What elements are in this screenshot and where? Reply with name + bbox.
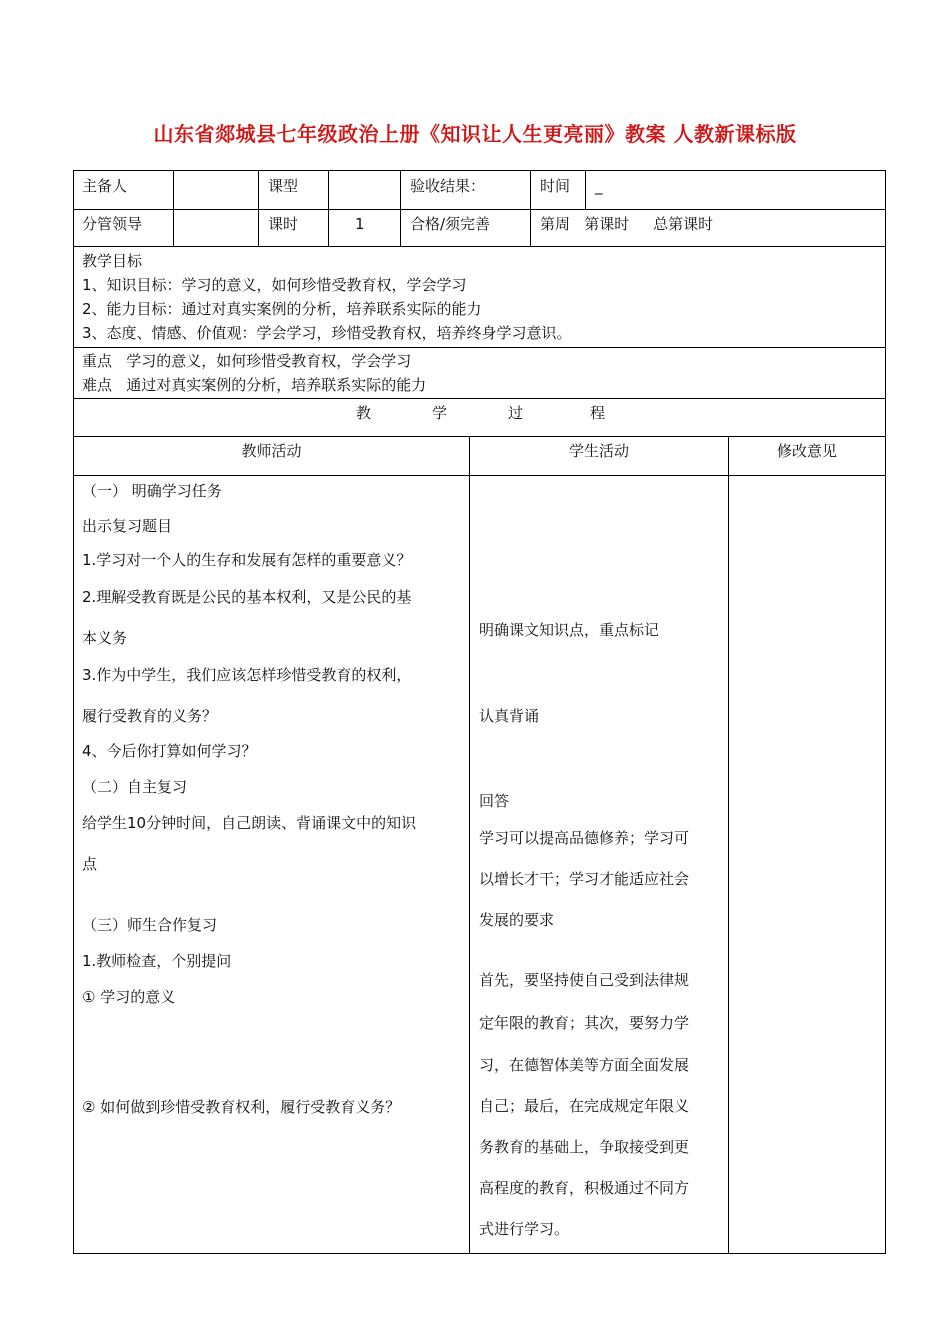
nandian-text: 难点 通过对真实案例的分析，培养联系实际的能力	[82, 376, 427, 394]
process-title-char: 学	[432, 404, 448, 422]
zhubei-label: 主备人	[82, 177, 128, 195]
teacher-line: ① 学习的意义	[82, 988, 176, 1006]
teacher-line: 1.学习对一个人的生存和发展有怎样的重要意义？	[82, 551, 412, 569]
teacher-column-header: 教师活动	[241, 442, 302, 460]
student-line: 首先，要坚持使自己受到法律规	[479, 971, 690, 989]
document-title: 山东省郯城县七年级政治上册《知识让人生更亮丽》教案 人教新课标版	[153, 122, 797, 146]
shijian-label: 时间	[540, 177, 571, 195]
student-line: 式进行学习。	[479, 1220, 570, 1238]
teacher-line: 本义务	[82, 629, 128, 647]
student-line: 习，在德智体美等方面全面发展	[479, 1056, 690, 1074]
revise-column-header: 修改意见	[776, 442, 837, 460]
objective-item: 2、能力目标：通过对真实案例的分析，培养联系实际的能力	[82, 300, 482, 318]
keshi-label: 课时	[268, 215, 299, 233]
student-line: 自己；最后，在完成规定年限义	[479, 1097, 690, 1115]
student-line: 定年限的教育；其次，要努力学	[479, 1014, 690, 1032]
teacher-line: （二）自主复习	[82, 778, 188, 796]
hege-label: 合格/须完善	[410, 215, 491, 233]
student-line: 回答	[479, 792, 510, 810]
teacher-line: 4、今后你打算如何学习？	[82, 742, 257, 760]
teacher-line: （一） 明确学习任务	[82, 482, 222, 500]
student-column-header: 学生活动	[568, 442, 629, 460]
yanshou-label: 验收结果：	[410, 177, 486, 195]
student-line: 学习可以提高品德修养；学习可	[479, 829, 690, 847]
teacher-line: 点	[82, 855, 98, 873]
teacher-line: 出示复习题目	[82, 517, 173, 535]
teacher-line: ② 如何做到珍惜受教育权利，履行受教育义务？	[82, 1098, 401, 1116]
objective-item: 1、知识目标：学习的意义，如何珍惜受教育权，学会学习	[82, 276, 467, 294]
process-title-char: 教	[356, 404, 372, 422]
objectives-heading: 教学目标	[82, 252, 143, 270]
process-title-char: 程	[590, 404, 606, 422]
student-line: 高程度的教育，积极通过不同方	[479, 1179, 690, 1197]
teacher-line: 1.教师检查，个别提问	[82, 952, 232, 970]
student-line: 务教育的基础上，争取接受到更	[479, 1138, 690, 1156]
student-line: 以增长才干；学习才能适应社会	[479, 870, 690, 888]
student-line: 明确课文知识点，重点标记	[479, 621, 660, 639]
zhongdian-text: 重点 学习的意义，如何珍惜受教育权，学会学习	[82, 352, 412, 370]
objective-item: 3、态度、情感、价值观：学会学习，珍惜受教育权，培养终身学习意识。	[82, 324, 572, 342]
keshi-value: 1	[355, 215, 365, 233]
student-line: 发展的要求	[479, 911, 555, 929]
student-line: 认真背诵	[479, 707, 540, 725]
teacher-line: 2.理解受教育既是公民的基本权利，又是公民的基	[82, 588, 412, 606]
week-text: 第周 第课时 总第课时	[540, 215, 714, 233]
shijian-value: _	[595, 177, 603, 195]
kexing-label: 课型	[268, 177, 299, 195]
teacher-line: 履行受教育的义务？	[82, 707, 218, 725]
process-title-char: 过	[508, 404, 524, 422]
fenguan-label: 分管领导	[82, 215, 143, 233]
teacher-line: 3.作为中学生，我们应该怎样珍惜受教育的权利，	[82, 666, 412, 684]
teacher-line: 给学生10分钟时间，自己朗读、背诵课文中的知识	[82, 814, 417, 832]
teacher-line: （三）师生合作复习	[82, 916, 218, 934]
